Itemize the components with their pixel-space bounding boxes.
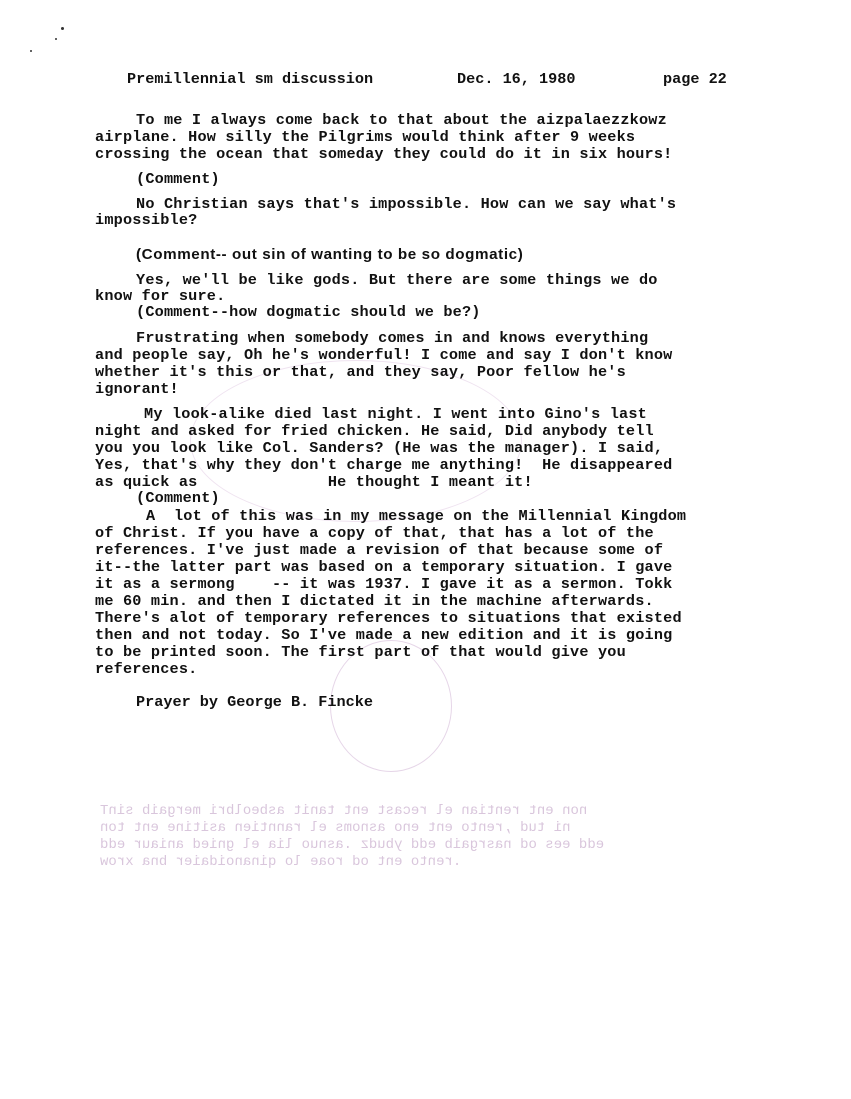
bleed-through-text: .rento ent od roae lo qinanoidaier bna xrow [100,854,462,870]
comment-line: (Comment-- out sin of wanting to be so dogmatic) [136,246,524,263]
document-title: Premillennial sm discussion [127,70,374,88]
body-line: There's alot of temporary references to situations that existed [95,609,682,627]
body-line: you you look like Col. Sanders? (He was the manager). I said, [95,439,664,457]
body-line: references. [95,660,198,678]
body-line: Yes, we'll be like gods. But there are some things we do [136,271,658,289]
body-line: me 60 min. and then I dictated it in the machine afterwards. [95,592,654,610]
body-line: No Christian says that's impossible. How can we say what's [136,195,677,213]
page-header [127,70,747,90]
body-line: whether it's this or that, and they say, Poor fellow he's [95,363,626,381]
body-line: references. I've just made a revision of that because some of [95,541,664,559]
body-line: night and asked for fried chicken. He said, Did anybody tell [95,422,654,440]
body-line: of Christ. If you have a copy of that, that has a lot of the [95,524,654,542]
body-line: impossible? [95,211,198,229]
body-line: as quick as He thought I meant it! [95,473,533,491]
body-line: Frustrating when somebody comes in and knows everything [136,329,649,347]
body-line: My look-alike died last night. I went into Gino's last [144,405,647,423]
ink-speck [55,38,57,40]
body-line: to be printed soon. The first part of that would give you [95,643,626,661]
body-line: know for sure. [95,287,226,305]
body-line: airplane. How silly the Pilgrims would think after 9 weeks [95,128,636,146]
comment-line: (Comment) [136,170,220,188]
bleed-through-text: ni tud ,rento ent eno asnoms el ranntien asitine ent ton [100,820,571,836]
document-date: Dec. 16, 1980 [457,70,576,88]
body-line: To me I always come back to that about the aizpalaezzkowz [136,111,667,129]
comment-line: (Comment) [136,489,220,507]
body-line: it--the latter part was based on a temporary situation. I gave [95,558,673,576]
body-line: and people say, Oh he's wonderful! I come and say I don't know [95,346,673,364]
ink-speck [30,50,32,52]
body-line: crossing the ocean that someday they could do it in six hours! [95,145,673,163]
comment-line: (Comment--how dogmatic should we be?) [136,303,481,321]
ink-speck [61,27,64,30]
bleed-through-text: edd ees od nasrgaib edd ybudz .asnuo lia el gnied aniaur edd [100,837,605,853]
closing-prayer-line: Prayer by George B. Fincke [136,693,373,711]
body-line: Yes, that's why they don't charge me anything! He disappeared [95,456,673,474]
bleed-through-text: non ent rentian el recast ent tanit asbeolbri mergaib sinT [100,803,588,819]
body-line: it as a sermong -- it was 1937. I gave it as a sermon. Tokk [95,575,673,593]
body-line: ignorant! [95,380,179,398]
body-line: A lot of this was in my message on the Millennial Kingdom [146,507,687,525]
body-line: then and not today. So I've made a new edition and it is going [95,626,673,644]
page-number: page 22 [663,70,727,88]
